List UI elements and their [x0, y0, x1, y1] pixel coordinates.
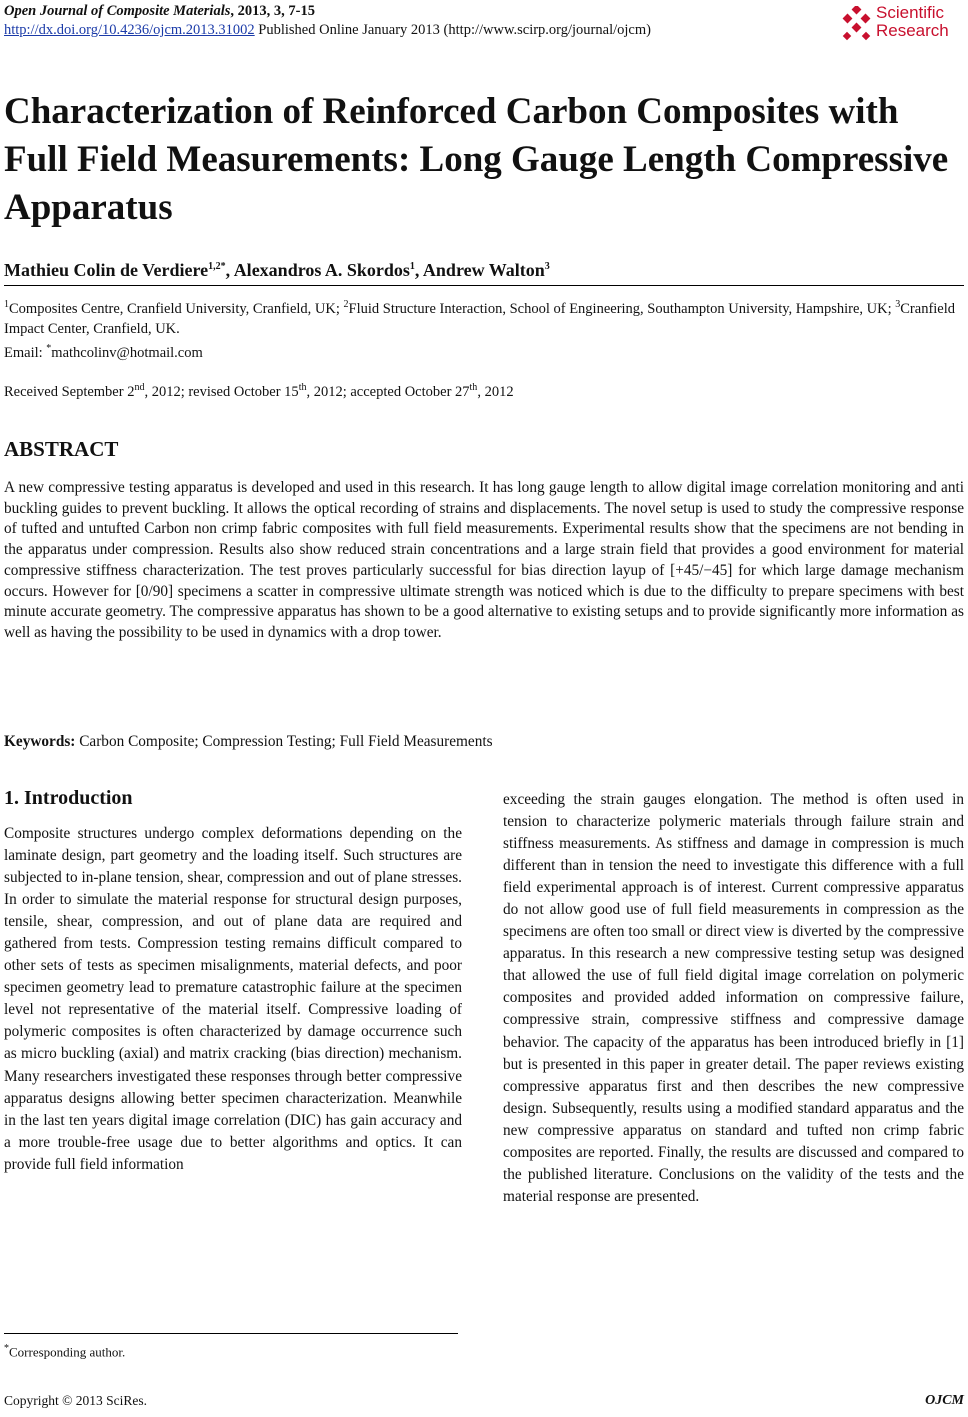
affil-sup-2: 2: [343, 299, 349, 310]
footnote-divider: [4, 1333, 458, 1334]
accepted-year: , 2012: [477, 383, 514, 400]
footnote-text: Corresponding author.: [9, 1344, 126, 1360]
author-separator: ,: [414, 260, 423, 280]
journal-volume: , 2013, 3, 7-15: [230, 3, 315, 19]
abstract-body: A new compressive testing apparatus is developed and used in this research. It has long gauge length to allow digital image correlation monitoring and anti buckling guides to prevent buckling. It allows the optical recording of strains and displacements. The novel setup is used to study the compressive response of tufted and untufted Carbon non crimp fabric composites with full field measurements. Experimental results show that the specimens are not bending in the apparatus under compression. Results also show reduced strain concentrations and a large strain field that provides a good environment for material compressive stiffness characterization. The test proves particularly successful for bias direction layup of [+45/−45] for which large damage mechanism occurs. However for [0/90] specimens a scatter in compressive ultimate strength was noticed which is due to the difficulty to prepare specimens with best minute accurate geometry. The compressive apparatus has shown to be a good alternative to existing setups and to provide significantly more information as well as having the possibility to be used in dynamics with a drop tower.: [4, 479, 964, 641]
email-label: Email:: [4, 344, 47, 361]
accepted-sup: th: [469, 382, 478, 393]
logo-line-2: Research: [876, 21, 949, 40]
affil-sup-1: 1: [4, 299, 9, 310]
logo-text: [876, 4, 949, 40]
footnote: [4, 1343, 125, 1360]
keywords-label: Keywords:: [4, 733, 76, 750]
author-name: Andrew Walton: [422, 260, 545, 280]
accepted-text: , 2012; accepted October 27: [306, 383, 470, 400]
author-superscript: 3: [544, 261, 550, 272]
publisher-logo: [840, 4, 964, 44]
doi-link[interactable]: http://dx.doi.org/10.4236/ojcm.2013.31002: [4, 22, 255, 38]
email-address[interactable]: mathcolinv@hotmail.com: [51, 344, 203, 361]
author-superscript: 1: [409, 261, 415, 272]
author-name: Alexandros A. Skordos: [233, 260, 410, 280]
affiliation-2: Fluid Structure Interaction, School of Engineering, Southampton University, Hampshire, UK;: [348, 300, 896, 317]
section-heading-introduction: 1. Introduction: [4, 787, 133, 809]
header-divider: [4, 285, 964, 286]
doi-line: [4, 21, 651, 39]
affiliation-1: Composites Centre, Cranfield University, Cranfield, UK;: [9, 300, 344, 317]
author-separator: ,: [225, 260, 234, 280]
intro-column-right: exceeding the strain gauges elongation. The method is often used in tension to characterize polymeric materials through failure strain and stiffness measurements. As stiffness and damage in compression is much different than in tension the need to investigate this difference with a full field experimental approach is of interest. Current compressive apparatus do not allow good use of full field measurements in compression as the specimens are often too small or direct view is diverted by the compressive apparatus. In this research a new compressive testing setup was designed that allowed the use of full field digital image correlation on polymeric composites and provided added information on compressive failure, compressive strain, compressive stiffness and compressive damage behavior. The capacity of the apparatus has been introduced briefly in [1] but is presented in this paper in greater detail. The paper reviews existing compressive apparatus first and then describes the new compressive design. Subsequently, results using a modified standard apparatus and the new compressive apparatus on standard and tufted non crimp fabric composites are reported. Finally, the results are discussed and compared to the published literature. Conclusions on the validity of the tests and the material response are presented.: [503, 791, 964, 1205]
author-list: [4, 255, 550, 282]
affil-sup-3: 3: [895, 299, 901, 310]
affiliation-3: Cranfield Impact Center, Cranfield, UK.: [4, 300, 956, 337]
revised-sup: th: [298, 382, 307, 393]
email-sup: *: [46, 342, 52, 354]
keywords: [4, 732, 493, 752]
received-sup: nd: [134, 382, 145, 393]
copyright-notice: Copyright © 2013 SciRes.: [4, 1393, 148, 1408]
revised-text: , 2012; revised October 15: [144, 383, 299, 400]
paper-title: Characterization of Reinforced Carbon Composites with Full Field Measurements: Long Gauge Length Compressive Apparatus: [4, 91, 949, 228]
scirp-logo-icon: [840, 6, 874, 42]
abstract-heading: ABSTRACT: [4, 437, 119, 461]
footer-journal-abbr: OJCM: [925, 1393, 964, 1408]
author-superscript: 1,2*: [208, 261, 226, 272]
affiliations: [4, 295, 964, 363]
keywords-list: Carbon Composite; Compression Testing; Full Field Measurements: [75, 733, 493, 750]
received-text: Received September 2: [4, 383, 135, 400]
footnote-sup: *: [4, 1343, 9, 1354]
author-name: Mathieu Colin de Verdiere: [4, 260, 209, 280]
journal-name: Open Journal of Composite Materials: [4, 3, 231, 19]
journal-citation: [4, 2, 315, 20]
intro-column-left: Composite structures undergo complex deformations depending on the laminate design, part geometry and the loading itself. Such structures are subjected to in-plane tension, shear, compression and out of plane stresses. In order to simulate the material response for structural design purposes, tensile, shear, compression, and out of plane data are required and gathered from tests. Compression testing remains difficult compared to other sets of tests as specimen misalignments, material defects, and poor specimen geometry lead to premature catastrophic failure at the specimen level not representative of the material itself. Compressive loading of polymeric composites is often characterized by damage occurrence such as micro buckling (axial) and matrix cracking (bias direction) mechanism. Many researchers investigated these responses through better compressive apparatus designs allowing better specimen characterization. Meanwhile in the last ten years digital image correlation (DIC) has gain accuracy and a more trouble-free usage due to better algorithms and optics. It can provide full field information: [4, 825, 462, 1173]
logo-line-1: Scientific: [876, 3, 945, 22]
received-dates: [4, 378, 514, 402]
publication-info: Published Online January 2013 (http://www.scirp.org/journal/ojcm): [258, 22, 651, 38]
